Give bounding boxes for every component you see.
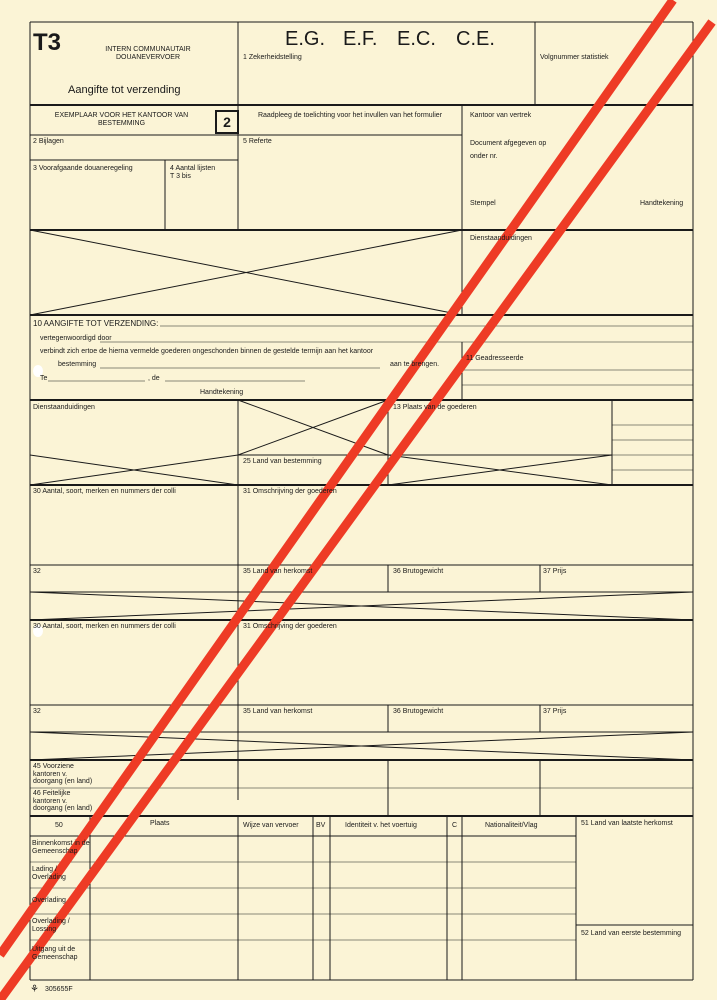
- commitment-end: aan te brengen.: [390, 361, 440, 368]
- stamp-label: Stempel: [470, 200, 496, 207]
- header-transport-mode: Wijze van vervoer: [243, 822, 299, 829]
- commitment-text: verbindt zich ertoe de hierna vermelde goederen ongeschonden binnen de gestelde termijn aan het kantoor: [40, 348, 374, 355]
- date-label: , de: [148, 375, 160, 382]
- transport-box-number: 50: [55, 822, 63, 829]
- marks-label-2: 30 Aantal, soort, merken en nummers der colli: [33, 623, 176, 630]
- community-code-eg: E.G.: [285, 28, 326, 50]
- form-code: T3: [33, 29, 62, 56]
- header-nationality: Nationaliteit/Vlag: [485, 822, 538, 829]
- previous-procedure-label: 3 Voorafgaande douaneregeling: [33, 165, 133, 172]
- actual-transit-offices-label: 46 Feitelijke kantoren v. doorgang (en land): [33, 790, 93, 813]
- header-place: Plaats: [150, 820, 170, 827]
- item-label-2: 32: [33, 708, 41, 715]
- declaration-box-title: 10 AANGIFTE TOT VERZENDING:: [33, 319, 159, 328]
- reference-label: 5 Referte: [243, 138, 272, 145]
- row-transshipment: Overlading: [32, 897, 66, 904]
- header-vehicle-id: Identiteit v. het voertuig: [345, 822, 417, 829]
- community-code-ef: E.F.: [343, 28, 378, 50]
- origin-label-2: 35 Land van herkomst: [243, 708, 313, 715]
- document-issued-label: Document afgegeven op: [470, 140, 547, 147]
- description-label-2: 31 Omschrijving der goederen: [243, 623, 337, 630]
- attachments-label: 2 Bijlagen: [33, 138, 64, 145]
- destination-country-label: 25 Land van bestemming: [243, 458, 322, 465]
- statistical-number-label: Volgnummer statistiek: [540, 54, 609, 61]
- declarant-signature-label: Handtekening: [200, 389, 244, 396]
- community-code-ce: C.E.: [456, 28, 495, 50]
- declaration-title: Aangifte tot verzending: [68, 84, 181, 96]
- consignee-label: 11 Geadresseerde: [466, 355, 524, 362]
- instructions-note: Raadpleeg de toelichting voor het invullen van het formulier: [257, 112, 443, 119]
- row-entry-community: Binnenkomst in de Gemeenschap: [32, 840, 90, 855]
- gross-weight-label-2: 36 Brutogewicht: [393, 708, 444, 715]
- origin-label-1: 35 Land van herkomst: [243, 568, 313, 575]
- price-label-1: 37 Prijs: [543, 568, 567, 575]
- service-notes-label: Dienstaanduidingen: [33, 404, 95, 411]
- first-destination-country-label: 52 Land van eerste bestemming: [581, 930, 682, 937]
- header-c: C: [452, 822, 458, 829]
- number-of-lists-label: 4 Aantal lijsten T 3 bis: [170, 165, 216, 180]
- item-label-1: 32: [33, 568, 41, 575]
- copy-label: EXEMPLAAR VOOR HET KANTOOR VAN BESTEMMING: [54, 112, 189, 127]
- copy-number: 2: [215, 110, 239, 134]
- row-exit-community: Uitgang uit de Gemeenschap: [32, 946, 78, 961]
- place-label: Te: [40, 375, 48, 382]
- row-transshipment-unloading: Overlading / Lossing: [32, 918, 70, 933]
- printer-logo-icon: ⚘: [30, 984, 39, 995]
- row-loading-transshipment: Lading / Overlading: [32, 866, 66, 881]
- goods-location-label: 13 Plaats van de goederen: [393, 404, 477, 411]
- last-origin-country-label: 51 Land van laatste herkomst: [581, 820, 673, 827]
- office-service-notes-label: Dienstaanduidingen: [470, 235, 532, 242]
- departure-office-label: Kantoor van vertrek: [470, 112, 532, 119]
- form-number: 305655F: [45, 986, 73, 993]
- represented-by-label: vertegenwoordigd door: [40, 335, 112, 342]
- seal-label: 1 Zekerheidstelling: [243, 54, 302, 61]
- planned-transit-offices-label: 45 Voorziene kantoren v. doorgang (en land): [33, 763, 93, 786]
- description-label-1: 31 Omschrijving der goederen: [243, 488, 337, 495]
- marks-label-1: 30 Aantal, soort, merken en nummers der colli: [33, 488, 176, 495]
- destination-word: bestemming: [58, 361, 97, 368]
- office-signature-label: Handtekening: [640, 200, 684, 207]
- under-number-label: onder nr.: [470, 153, 498, 160]
- header-bv: BV: [316, 822, 326, 829]
- procedure-title: INTERN COMMUNAUTAIR DOUANEVERVOER: [105, 46, 191, 61]
- gross-weight-label-1: 36 Brutogewicht: [393, 568, 444, 575]
- community-code-ec: E.C.: [397, 28, 436, 50]
- price-label-2: 37 Prijs: [543, 708, 567, 715]
